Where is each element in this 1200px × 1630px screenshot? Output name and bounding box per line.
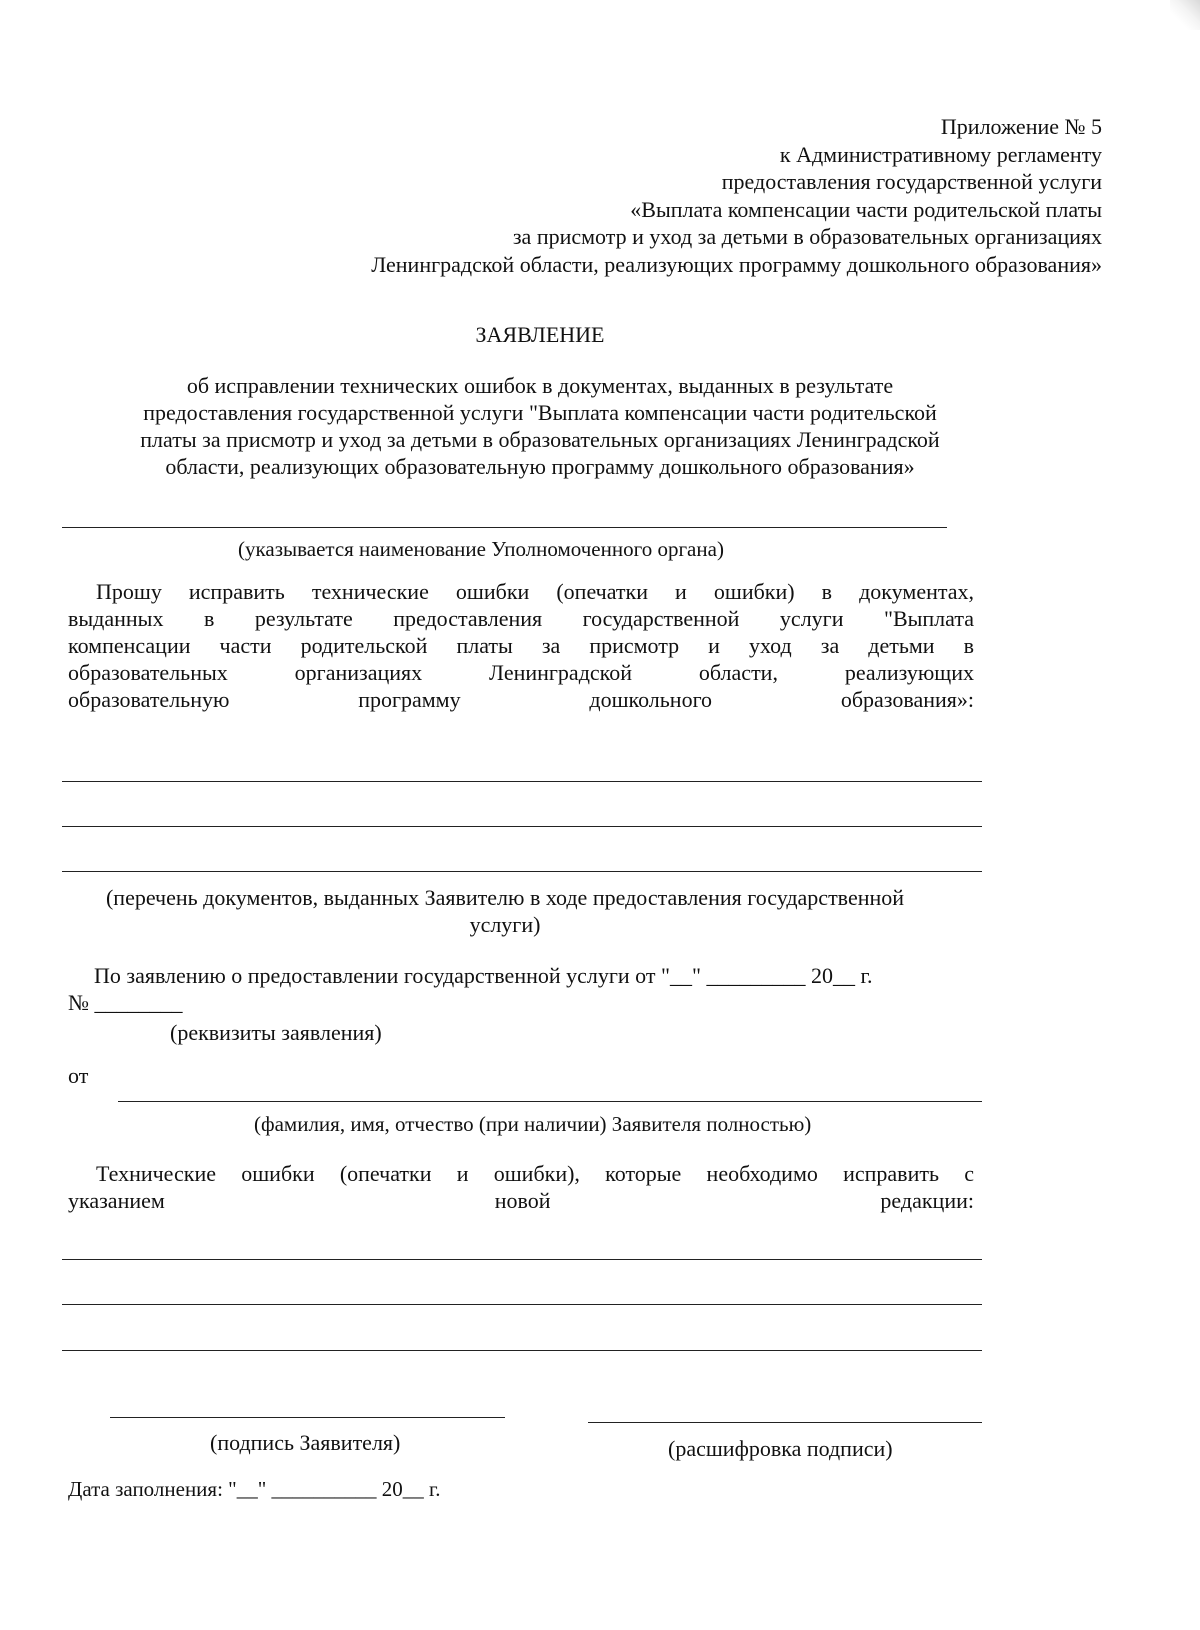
header-line: за присмотр и уход за детьми в образовательных организациях [512,224,1102,249]
header-line: к Административному регламенту [779,141,1102,167]
errors-line: Технические ошибки (опечатки и ошибки), которые необходимо исправить с [96,1161,974,1186]
scan-artifact [1170,0,1200,30]
subtitle-line: об исправлении технических ошибок в документах, выданных в результате [186,373,894,398]
documents-fill-line-2[interactable] [62,826,982,827]
errors-line: указанием новой редакции: [68,1188,974,1213]
request-line: Прошу исправить технические ошибки (опечатки и ошибки) в документах, [96,579,974,604]
authority-caption: (указывается наименование Уполномоченного органа) [238,537,724,561]
signature-caption: (подпись Заявителя) [210,1430,401,1455]
documents-fill-line-3[interactable] [62,871,982,872]
statement-details-line: По заявлению о предоставлении государственной услуги от "__" _________ 20__ г. [94,963,873,988]
request-line: образовательную программу дошкольного образования»: [68,687,974,712]
errors-fill-line-3[interactable] [62,1350,982,1351]
authority-fill-line[interactable] [62,527,947,528]
fill-date: Дата заполнения: "__" __________ 20__ г. [68,1477,441,1501]
header-line: Ленинградской области, реализующих программу дошкольного образования» [371,251,1102,277]
header-line: «Выплата компенсации части родительской платы [630,196,1102,222]
header-line: предоставления государственной услуги [721,169,1102,194]
errors-fill-line-2[interactable] [62,1304,982,1305]
signature-decoding-fill-line[interactable] [588,1422,982,1423]
subtitle-line: области, реализующих образовательную программу дошкольного образования» [165,454,915,479]
signature-fill-line[interactable] [110,1417,505,1418]
errors-paragraph [68,1160,974,1214]
request-line: образовательных организациях Ленинградской области, реализующих [68,660,974,685]
documents-fill-line-1[interactable] [62,781,982,782]
signature-decoding-caption: (расшифровка подписи) [668,1436,893,1461]
documents-caption-line: услуги) [469,912,541,937]
document-subtitle [0,372,1080,480]
document-title: ЗАЯВЛЕНИЕ [475,322,605,347]
statement-number-line: № ________ [68,990,183,1015]
request-line: компенсации части родительской платы за присмотр и уход за детьми в [68,633,974,658]
appendix-header [371,113,1102,278]
request-line: выданных в результате предоставления государственной услуги "Выплата [68,606,974,631]
request-paragraph [68,578,974,713]
subtitle-line: предоставления государственной услуги "Выплата компенсации части родительской [143,400,937,425]
statement-caption: (реквизиты заявления) [170,1020,382,1045]
applicant-name-caption: (фамилия, имя, отчество (при наличии) Заявителя полностью) [254,1112,812,1136]
subtitle-line: платы за присмотр и уход за детьми в образовательных организациях Ленинградской [140,427,940,452]
from-label: от [68,1063,89,1088]
documents-caption-line: (перечень документов, выданных Заявителю в ходе предоставления государственной [105,885,905,910]
applicant-name-fill-line[interactable] [118,1101,982,1102]
documents-caption [0,884,1010,938]
header-line: Приложение № 5 [940,114,1102,139]
errors-fill-line-1[interactable] [62,1259,982,1260]
